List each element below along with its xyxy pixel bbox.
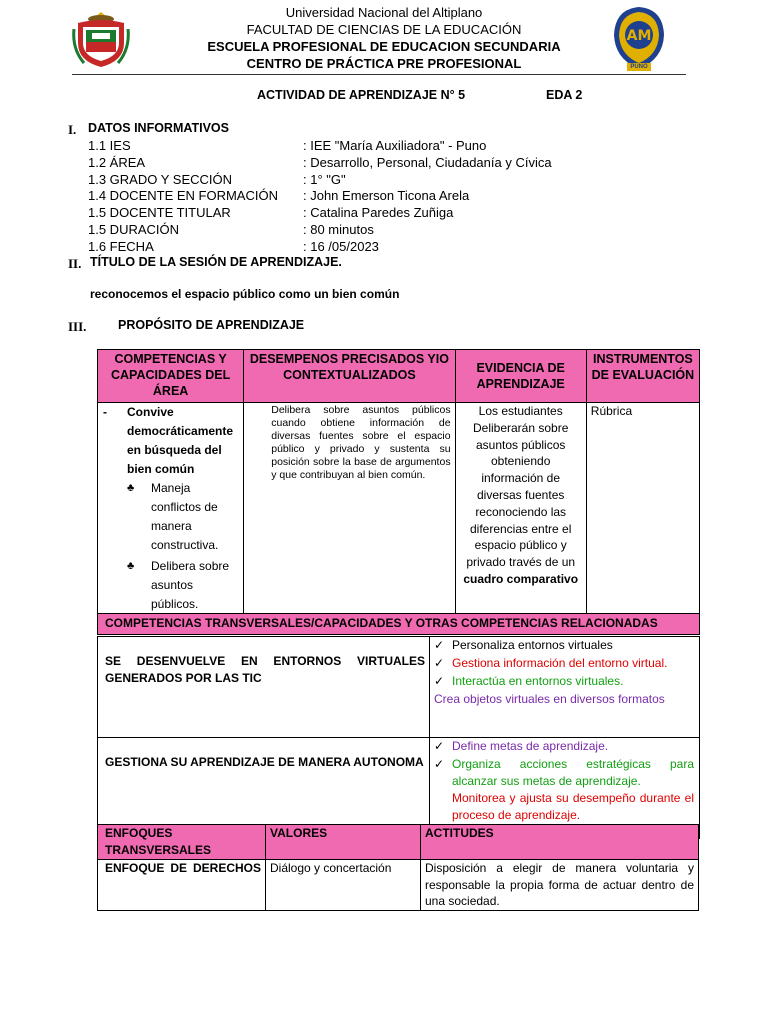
- header-enfoques: ENFOQUES TRANSVERSALES: [98, 825, 266, 860]
- checklist-item-text: Interactúa en entornos virtuales.: [452, 674, 624, 688]
- info-value: : 16 /05/2023: [303, 238, 379, 254]
- info-label: 1.3 GRADO Y SECCIÓN: [88, 171, 233, 187]
- session-title: reconocemos el espacio público como un bien común: [90, 287, 400, 301]
- info-label: 1.6 FECHA: [88, 238, 154, 254]
- checklist-item-text: Crea objetos virtuales en diversos formatos: [434, 692, 665, 706]
- section-3-title: PROPÓSITO DE APRENDIZAJE: [118, 318, 305, 332]
- logo-caption: PUNO: [627, 63, 651, 71]
- valor-cell: Diálogo y concertación: [266, 860, 421, 911]
- checklist-item: [434, 655, 694, 672]
- header-valores: VALORES: [266, 825, 421, 860]
- capacity-item-2: ♣ Delibera sobre asuntos públicos.: [127, 559, 230, 611]
- info-value: : Desarrollo, Personal, Ciudadanía y Cívica: [303, 154, 552, 170]
- desempeno-cell: Delibera sobre asuntos públicos cuando obtiene información de diversas fuentes sobre el espacio público y privado y sustenta su posición sobre la base de argumentos y que contribuyan al bien común.: [244, 403, 455, 614]
- info-value: : 80 minutos: [303, 222, 374, 237]
- header-competencias: COMPETENCIAS Y CAPACIDADES DEL ÁREA: [98, 350, 244, 403]
- checklist-item: [434, 637, 694, 654]
- club-bullet-icon: ♣: [127, 482, 135, 494]
- competence-name: Convive democráticamente en búsqueda del bien común: [127, 405, 234, 476]
- check-icon: ✓: [434, 638, 445, 652]
- competence-cell: [98, 403, 244, 614]
- purpose-table: [97, 349, 700, 635]
- checklist-item: [434, 691, 694, 708]
- tic-competence-cell: SE DESENVUELVE EN ENTORNOS VIRTUALES GENERADOS POR LAS TIC: [98, 637, 430, 738]
- university-name: Universidad Nacional del Altiplano: [285, 5, 483, 20]
- checklist-item-text: Personaliza entornos virtuales: [452, 638, 613, 652]
- checklist-item: [434, 673, 694, 690]
- header-actitudes: ACTITUDES: [421, 825, 699, 860]
- transversal-table: [97, 636, 700, 839]
- check-icon: ✓: [434, 757, 445, 771]
- section-2-title: TÍTULO DE LA SESIÓN DE APRENDIZAJE.: [90, 255, 342, 269]
- checklist-item-text: Organiza acciones estratégicas para alcanzar sus metas de aprendizaje.: [452, 757, 694, 788]
- check-icon: ✓: [434, 656, 445, 670]
- actitud-cell: Disposición a elegir de manera voluntaria y responsable la propia forma de actuar dentro de una sociedad.: [421, 860, 699, 911]
- checklist-item: [434, 790, 694, 824]
- info-value: : John Emerson Ticona Arela: [303, 188, 470, 204]
- competence-dash: -: [103, 405, 107, 419]
- eda-label: EDA 2: [546, 88, 583, 102]
- info-label: 1.5 DURACIÓN: [88, 222, 180, 237]
- checklist-item-text: Gestiona información del entorno virtual.: [452, 656, 668, 670]
- checklist-item: [434, 738, 694, 755]
- checklist-item-text: Monitorea y ajusta su desempeño durante el proceso de aprendizaje.: [452, 791, 694, 822]
- activity-title: ACTIVIDAD DE APRENDIZAJE N° 5: [257, 88, 466, 102]
- checklist-item-text: Define metas de aprendizaje.: [452, 739, 609, 753]
- faculty-name: FACULTAD DE CIENCIAS DE LA EDUCACIÓN: [246, 22, 522, 37]
- header-instrumentos: INSTRUMENTOS DE EVALUACIÓN: [586, 350, 699, 403]
- info-label: 1.5 DOCENTE TITULAR: [88, 205, 231, 221]
- checklist-item: [434, 756, 694, 790]
- capacity-item-1: ♣ Maneja conflictos de manera constructiva.: [127, 481, 219, 552]
- header-evidencia: EVIDENCIA DE APRENDIZAJE: [455, 350, 586, 403]
- tic-items-cell: [430, 637, 700, 738]
- transversal-header: COMPETENCIAS TRANSVERSALES/CAPACIDADES Y OTRAS COMPETENCIAS RELACIONADAS: [98, 614, 700, 635]
- section-1-numeral: I.: [68, 122, 77, 137]
- header-divider: [72, 74, 686, 75]
- header-desempenos: DESEMPENOS PRECISADOS YIO CONTEXTUALIZADOS: [244, 350, 455, 403]
- section-2-numeral: II.: [68, 256, 82, 271]
- info-value: : IEE "María Auxiliadora" - Puno: [303, 138, 487, 153]
- autonomo-competence-cell: GESTIONA SU APRENDIZAJE DE MANERA AUTONOMA: [98, 738, 430, 839]
- check-icon: ✓: [434, 739, 445, 753]
- info-label: 1.2 ÁREA: [88, 154, 146, 170]
- info-label: 1.1 IES: [88, 138, 131, 153]
- instrumento-cell: Rúbrica: [586, 403, 699, 614]
- evidencia-cell: Los estudiantes Deliberarán sobre asuntos públicos obteniendo información de diversas fuentes reconociendo las diferencias entre el espacio público y privado través de un cuadro comparativo: [455, 403, 586, 614]
- club-bullet-icon: ♣: [127, 560, 135, 572]
- center-name: CENTRO DE PRÁCTICA PRE PROFESIONAL: [246, 56, 522, 71]
- enfoque-cell: ENFOQUE DE DERECHOS: [98, 860, 266, 911]
- section-1-title: DATOS INFORMATIVOS: [88, 121, 229, 135]
- info-value: : Catalina Paredes Zuñiga: [303, 205, 454, 221]
- school-name: ESCUELA PROFESIONAL DE EDUCACION SECUNDARIA: [207, 39, 561, 54]
- enfoques-table: [97, 824, 699, 911]
- svg-text:AM: AM: [626, 28, 652, 44]
- check-icon: ✓: [434, 674, 445, 688]
- section-3-numeral: III.: [68, 319, 87, 334]
- info-value: : 1° "G": [303, 171, 346, 187]
- info-label: 1.4 DOCENTE EN FORMACIÓN: [88, 188, 278, 204]
